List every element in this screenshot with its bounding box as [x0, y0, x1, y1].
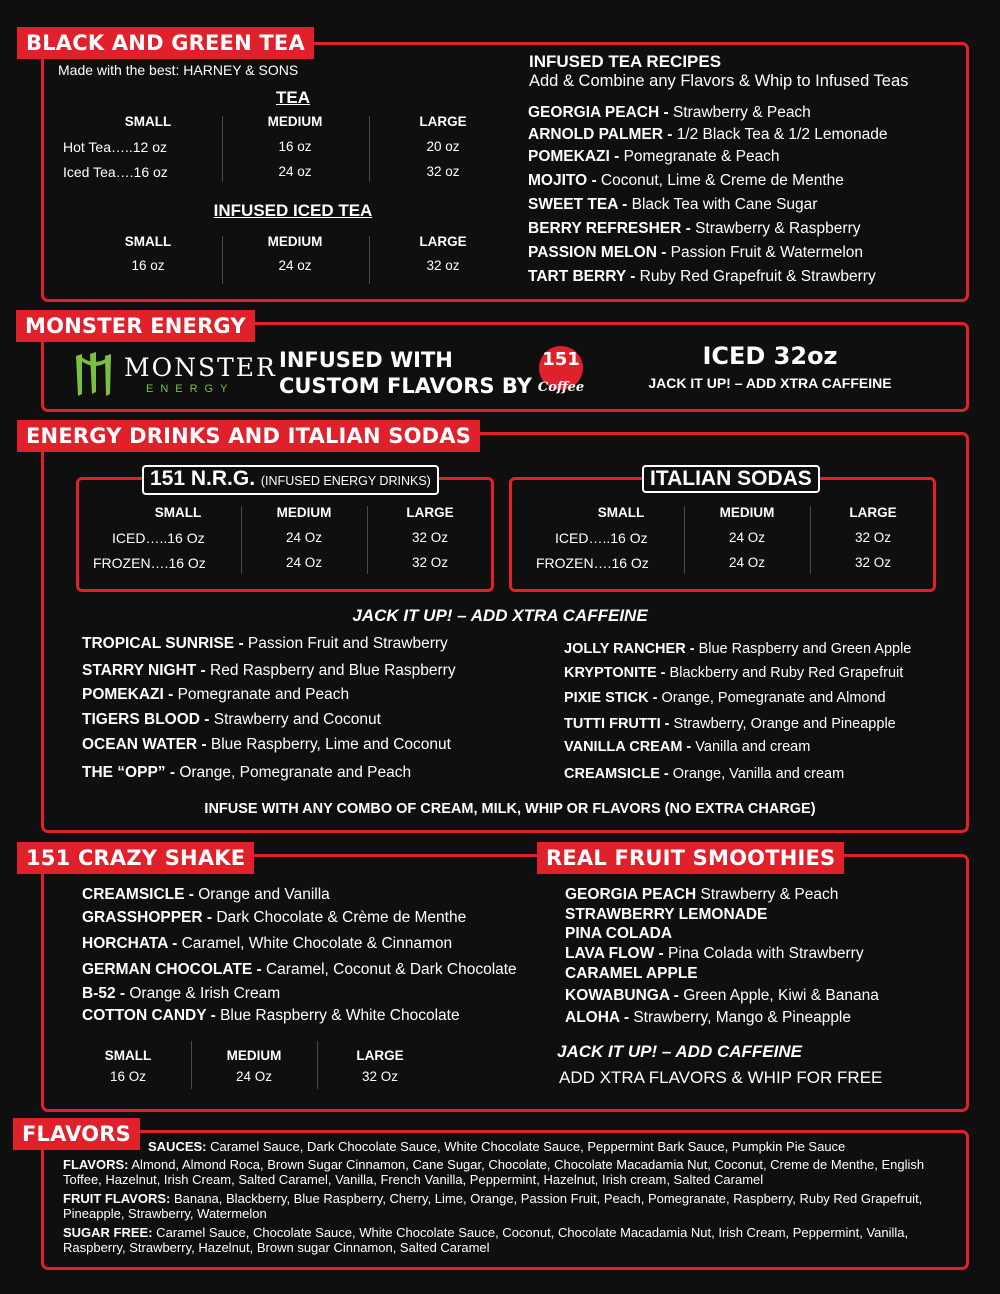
smoothie-item: KOWABUNGA - Green Apple, Kiwi & Banana — [565, 987, 879, 1004]
sauces-line: SAUCES: Caramel Sauce, Dark Chocolate Sauce, White Chocolate Sauce, Peppermint Bark Sauce, Pumpkin Pie Sauce — [148, 1139, 846, 1154]
smoothie-item: PINA COLADA — [565, 925, 673, 942]
soda-divider — [810, 506, 811, 574]
recipe-item: TART BERRY - Ruby Red Grapefruit & Strawberry — [528, 268, 876, 285]
tea-size-large: LARGE — [419, 114, 467, 129]
smoothie-item: LAVA FLOW - Pina Colada with Strawberry — [565, 945, 864, 962]
infused-recipes-subtitle: Add & Combine any Flavors & Whip to Infused Teas — [529, 72, 909, 90]
smoothie-item: ALOHA - Strawberry, Mango & Pineapple — [565, 1009, 852, 1026]
coffee-logo-word: Coffee — [537, 380, 585, 395]
nrg-iced-small: ICED…..16 Oz — [112, 530, 205, 546]
nrg-title: 151 N.R.G. (INFUSED ENERGY DRINKS) — [142, 465, 439, 495]
monster-tab: MONSTER ENERGY — [16, 310, 255, 342]
hot-tea-large: 20 oz — [426, 139, 460, 154]
coffee-logo-number: 151 — [542, 349, 580, 370]
infused-small-value: 16 oz — [131, 258, 165, 273]
energy-flavor-item: TROPICAL SUNRISE - Passion Fruit and Strawberry — [82, 635, 448, 652]
recipe-item: BERRY REFRESHER - Strawberry & Raspberry — [528, 220, 861, 237]
smoothie-item: CARAMEL APPLE — [565, 965, 698, 982]
energy-flavor-item: TUTTI FRUTTI - Strawberry, Orange and Pineapple — [564, 716, 896, 732]
soda-frozen-large: 32 Oz — [854, 555, 892, 570]
soda-size-medium: MEDIUM — [719, 505, 775, 520]
recipe-item: MOJITO - Coconut, Lime & Creme de Menthe — [528, 172, 844, 189]
monster-logo-word: MONSTER — [124, 353, 277, 382]
recipe-item: PASSION MELON - Passion Fruit & Watermelon — [528, 244, 864, 261]
shake-divider — [317, 1041, 318, 1089]
nrg-iced-large: 32 Oz — [411, 530, 449, 545]
energy-tab: ENERGY DRINKS AND ITALIAN SODAS — [17, 420, 480, 452]
energy-flavor-item: POMEKAZI - Pomegranate and Peach — [82, 686, 350, 703]
soda-size-large: LARGE — [849, 505, 897, 520]
nrg-size-small: SMALL — [154, 505, 202, 520]
nrg-frozen-small: FROZEN….16 Oz — [93, 555, 206, 571]
tea-divider — [222, 236, 223, 284]
recipe-item: ARNOLD PALMER - 1/2 Black Tea & 1/2 Lemonade — [528, 126, 888, 143]
nrg-size-medium: MEDIUM — [276, 505, 332, 520]
infused-large-value: 32 oz — [426, 258, 460, 273]
energy-infuse-note: INFUSE WITH ANY COMBO OF CREAM, MILK, WHIP OR FLAVORS (NO EXTRA CHARGE) — [204, 801, 816, 817]
energy-jack-it-up: JACK IT UP! – ADD XTRA CAFFEINE — [352, 606, 648, 625]
soda-divider — [684, 506, 685, 574]
nrg-divider — [241, 506, 242, 574]
energy-flavor-item: JOLLY RANCHER - Blue Raspberry and Green Apple — [564, 641, 912, 657]
soda-frozen-medium: 24 Oz — [728, 555, 766, 570]
shake-small-value: 16 Oz — [109, 1069, 147, 1084]
infused-medium-value: 24 oz — [278, 258, 312, 273]
smoothie-item: GEORGIA PEACH Strawberry & Peach — [565, 886, 839, 903]
soda-iced-small: ICED…..16 Oz — [555, 530, 648, 546]
monster-claw-icon — [72, 350, 118, 398]
shake-item: B-52 - Orange & Irish Cream — [82, 985, 281, 1002]
smoothie-jack-it-up: JACK IT UP! – ADD CAFFEINE — [557, 1042, 802, 1061]
nrg-frozen-large: 32 Oz — [411, 555, 449, 570]
tea-divider — [222, 116, 223, 182]
energy-flavor-item: VANILLA CREAM - Vanilla and cream — [564, 739, 811, 755]
shake-medium-value: 24 Oz — [235, 1069, 273, 1084]
nrg-iced-medium: 24 Oz — [285, 530, 323, 545]
shake-size-medium: MEDIUM — [226, 1048, 282, 1063]
infused-size-large: LARGE — [419, 234, 467, 249]
tea-made-with: Made with the best: HARNEY & SONS — [58, 62, 299, 78]
shake-item: GRASSHOPPER - Dark Chocolate & Crème de Menthe — [82, 909, 467, 926]
nrg-frozen-medium: 24 Oz — [285, 555, 323, 570]
monster-jack-it-up: JACK IT UP! – ADD XTRA CAFFEINE — [648, 375, 892, 391]
hot-tea-small: Hot Tea…..12 oz — [63, 139, 168, 155]
nrg-divider — [367, 506, 368, 574]
shake-large-value: 32 Oz — [361, 1069, 399, 1084]
infused-with-line1: INFUSED WITH — [279, 348, 453, 372]
shake-size-large: LARGE — [356, 1048, 404, 1063]
recipe-item: GEORGIA PEACH - Strawberry & Peach — [528, 104, 811, 121]
smoothies-tab: REAL FRUIT SMOOTHIES — [537, 842, 844, 874]
monster-logo-sub: ENERGY — [146, 383, 235, 395]
infused-with-line2: CUSTOM FLAVORS BY — [279, 374, 532, 398]
energy-flavor-item: TIGERS BLOOD - Strawberry and Coconut — [82, 711, 381, 728]
shake-divider — [191, 1041, 192, 1089]
energy-flavor-item: CREAMSICLE - Orange, Vanilla and cream — [564, 766, 845, 782]
soda-size-small: SMALL — [597, 505, 645, 520]
nrg-size-large: LARGE — [406, 505, 454, 520]
recipe-item: POMEKAZI - Pomegranate & Peach — [528, 148, 780, 165]
shake-item: HORCHATA - Caramel, White Chocolate & Cinnamon — [82, 935, 453, 952]
flavors-tab: FLAVORS — [13, 1118, 140, 1150]
monster-iced-size: ICED 32oz — [702, 342, 838, 370]
energy-flavor-item: STARRY NIGHT - Red Raspberry and Blue Raspberry — [82, 662, 456, 679]
tea-size-small: SMALL — [124, 114, 172, 129]
soda-iced-large: 32 Oz — [854, 530, 892, 545]
energy-flavor-item: PIXIE STICK - Orange, Pomegranate and Almond — [564, 690, 886, 706]
infused-size-small: SMALL — [124, 234, 172, 249]
infused-iced-tea-heading: INFUSED ICED TEA — [213, 201, 373, 220]
energy-flavor-item: KRYPTONITE - Blackberry and Ruby Red Grapefruit — [564, 665, 904, 681]
recipe-item: SWEET TEA - Black Tea with Cane Sugar — [528, 196, 818, 213]
fruit-flavors-line: FRUIT FLAVORS: Banana, Blackberry, Blue Raspberry, Cherry, Lime, Orange, Passion Fruit, Peach, Pomegranate, Raspberry, Ruby Red Grapefruit, Pineapple, Strawberry, Watermelon — [63, 1191, 923, 1221]
tea-divider — [369, 116, 370, 182]
iced-tea-small: Iced Tea….16 oz — [63, 164, 168, 180]
energy-flavor-item: THE “OPP” - Orange, Pomegranate and Peach — [82, 764, 412, 781]
tea-heading: TEA — [276, 88, 310, 107]
infused-recipes-title: INFUSED TEA RECIPES — [529, 52, 722, 71]
smoothie-free-note: ADD XTRA FLAVORS & WHIP FOR FREE — [559, 1068, 883, 1087]
iced-tea-medium: 24 oz — [278, 164, 312, 179]
soda-iced-medium: 24 Oz — [728, 530, 766, 545]
shake-size-small: SMALL — [104, 1048, 152, 1063]
infused-size-medium: MEDIUM — [267, 234, 323, 249]
iced-tea-large: 32 oz — [426, 164, 460, 179]
tea-size-medium: MEDIUM — [267, 114, 323, 129]
shake-item: GERMAN CHOCOLATE - Caramel, Coconut & Dark Chocolate — [82, 961, 517, 978]
flavors-line: FLAVORS: Almond, Almond Roca, Brown Sugar Cinnamon, Cane Sugar, Chocolate, Chocolate Macadamia Nut, Coconut, Creme de Menthe, English Toffee, Hazelnut, Irish Cream, Salted Caramel, Vanilla, French Vanilla, Peppermint, Hazelnut, Irish cream, Salted Caramel — [63, 1157, 925, 1187]
soda-title: ITALIAN SODAS — [642, 465, 820, 493]
tea-divider — [369, 236, 370, 284]
sugar-free-line: SUGAR FREE: Caramel Sauce, Chocolate Sauce, White Chocolate Sauce, Coconut, Chocolate Macadamia Nut, Irish Cream, Peppermint, Vanilla, Raspberry, Strawberry, Hazelnut, Brown sugar Cinnamon, Salted Caramel — [63, 1225, 909, 1255]
hot-tea-medium: 16 oz — [278, 139, 312, 154]
shake-tab: 151 CRAZY SHAKE — [17, 842, 254, 874]
tea-tab: BLACK AND GREEN TEA — [17, 27, 314, 59]
energy-flavor-item: OCEAN WATER - Blue Raspberry, Lime and Coconut — [82, 736, 451, 753]
shake-item: CREAMSICLE - Orange and Vanilla — [82, 886, 330, 903]
shake-item: COTTON CANDY - Blue Raspberry & White Chocolate — [82, 1007, 460, 1024]
soda-frozen-small: FROZEN….16 Oz — [536, 555, 649, 571]
smoothie-item: STRAWBERRY LEMONADE — [565, 906, 768, 923]
